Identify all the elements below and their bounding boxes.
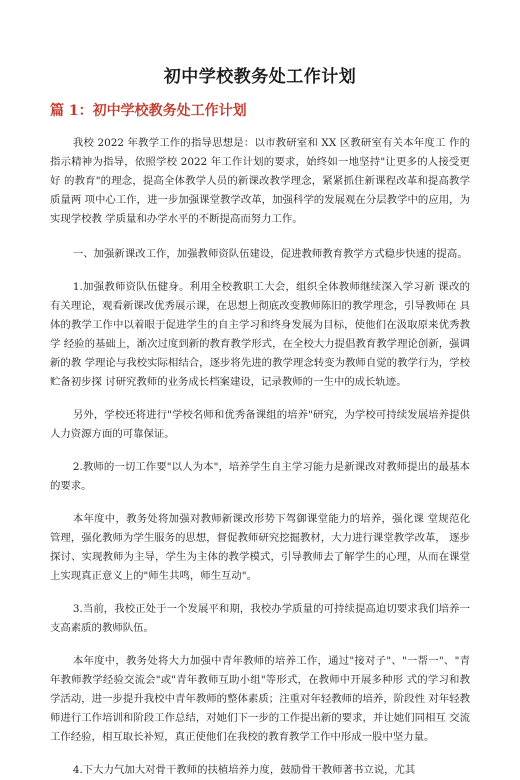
paragraph-item-3: 3.当前，我校正处于一个发展平和期，我校办学质量的可持续提高迫切要求我们培养一支高素质的教师队伍。 xyxy=(50,603,470,634)
paragraph-section-one-heading: 一、加强新课改工作，加强教师资队伍建设，促进教师教育教学方式稳步快速的提高。 xyxy=(72,248,468,260)
document-title: 初中学校教务处工作计划 xyxy=(163,67,357,87)
paragraph-item-2-detail: 本年度中，教务处将加强对教师新课改形势下驾御课堂能力的培养，强化课 堂规范化管理，强化教师为学生服务的思想，督促教师研究挖掘教材，大力进行课堂教学改革， 逐步探讨、实现教师为主导，学生为主体的教学模式，引导教师去了解学生的心理，从而在课堂 上实现真正意义上的"师生共鸣，师生互动"。 xyxy=(50,513,470,582)
section-heading: 篇 1：初中学校教务处工作计划 xyxy=(50,103,247,119)
paragraph-guiding-ideology: 我校 2022 年教学工作的指导思想是：以市教研室和 XX 区教研室有关本年度工 作的指示精神为指导，依照学校 2022 年工作计划的要求，始终如一地坚持"让更多的人接受更好 的教育"的理念，提高全体教学人员的新课改教学理念，紧紧抓住新课程改革和提高教学质量两 项中心工作，进一步加强课堂教学改革，加强科学的发展观在分层教学中的应用，为实现学校教 学质量和办学水平的不断提高而努力工作。 xyxy=(50,137,470,225)
paragraph-item-1: 1.加强教师资队伍健身。利用全校教职工大会，组织全体教师继续深入学习新 课改的有关理论，观看新课改优秀展示课，在思想上彻底改变教师陈旧的教学理念，引导教师在 具体的教学工作中以着眼于促进学生的自主学习和终身发展为目标，使他们在汲取原来优秀教学 经验的基础上，渐次过度到新的教育教学形式，在全校大力提倡教育教学理论创新，强调新的教 学理论与我校实际相结合，逐步将先进的教学理念转变为教师自觉的教学行为，学校贮备初步探 讨研究教师的业务成长档案建设，记录教师的一生中的成长轨迹。 xyxy=(50,281,470,388)
paragraph-item-4: 4.下大力气加大对骨干教师的扶植培养力度，鼓励骨干教师著书立说，尤其 xyxy=(72,764,416,776)
paragraph-additional: 另外，学校还将进行"学校名师和优秀备课组的培养"研究，为学校可持续发展培养提供人力资源方面的可靠保证。 xyxy=(50,409,470,440)
paragraph-item-2: 2.教师的一切工作要"以人为本"，培养学生自主学习能力是新课改对教师提出的最基本的要求。 xyxy=(50,461,470,492)
paragraph-item-3-detail: 本年度中，教务处将大力加强中青年教师的培养工作，通过"接对子"、"一帮一"、"青年教师教学经验交流会"或"青年教师互助小组"等形式，在教师中开展多种形 式的学习和教学活动，进一步提升我校中青年教师的整体素质；注重对年轻教师的培养，阶段性 对年轻教师进行工作培训和阶段工作总结，对她们下一步的工作提出新的要求，并让她们同相互 交流工作经验，相互取长补短，真正使他们在我校的教育教学工作中形成一股中坚力量。 xyxy=(50,655,470,743)
